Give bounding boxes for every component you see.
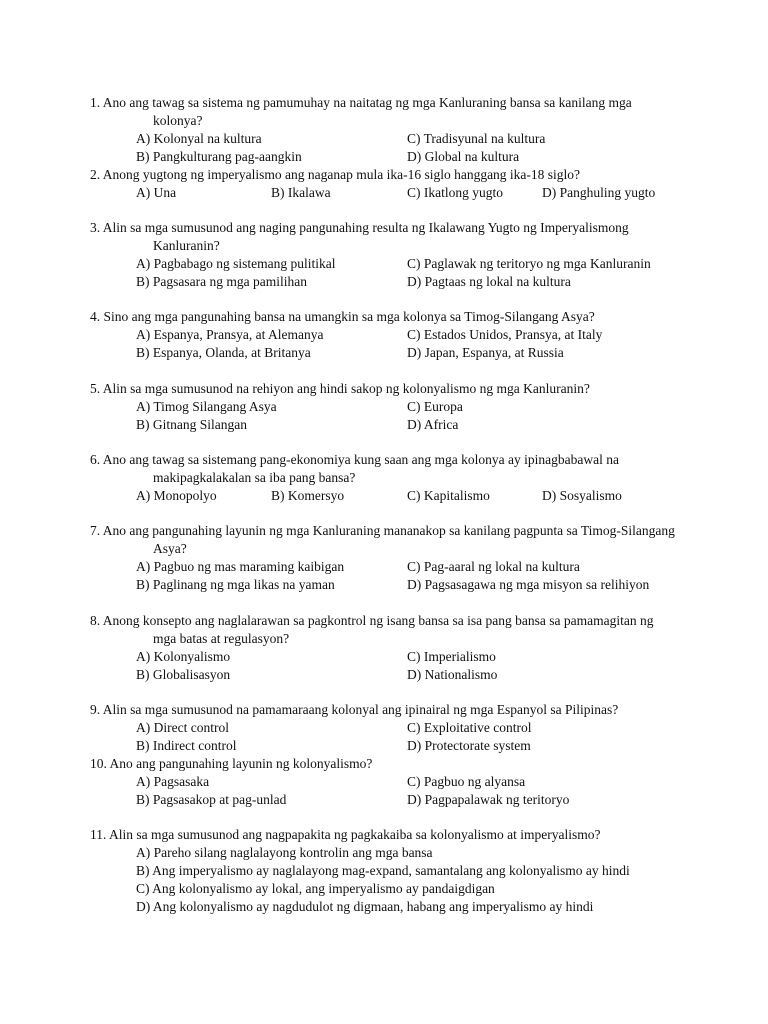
option-a: A) Pagbuo ng mas maraming kaibigan [136, 559, 345, 574]
options-row [136, 148, 680, 166]
question-stem: 1. Ano ang tawag sa sistema ng pamumuhay na naitatag ng mga Kanluraning bansa sa kanilang mga kolonya? [90, 95, 632, 128]
options-row [136, 648, 680, 666]
option-c: C) Ang kolonyalismo ay lokal, ang imperyalismo ay pandaigdigan [136, 881, 495, 896]
option-b: B) Pangkulturang pag-aangkin [136, 149, 302, 164]
option-c: C) Paglawak ng teritoryo ng mga Kanluranin [407, 256, 651, 271]
option-a: A) Direct control [136, 720, 229, 735]
option-b: B) Gitnang Silangan [136, 417, 247, 432]
question-stem: 11. Alin sa mga sumusunod ang nagpapakita ng pagkakaiba sa kolonyalismo at imperyalismo? [90, 827, 601, 842]
option-d: D) Global na kultura [407, 149, 520, 164]
question-stem: 7. Ano ang pangunahing layunin ng mga Kanluraning mananakop sa kanilang pagpunta sa Timog-Silangang Asya? [90, 523, 675, 556]
option-d: D) Pagsasagawa ng mga misyon sa relihiyon [407, 577, 650, 592]
option-d: D) Panghuling yugto [542, 185, 656, 200]
option-a: A) Espanya, Pransya, at Alemanya [136, 327, 324, 342]
question-8 [90, 612, 680, 684]
options-row [136, 344, 680, 362]
question-1 [90, 94, 680, 166]
option-b: B) Ang imperyalismo ay naglalayong mag-expand, samantalang ang kolonyalismo ay hindi [136, 863, 630, 878]
options-row [136, 558, 680, 576]
question-stem: 10. Ano ang pangunahing layunin ng kolonyalismo? [90, 756, 373, 771]
option-d: D) Japan, Espanya, at Russia [407, 345, 564, 360]
options-row [136, 273, 680, 291]
option-b: B) Paglinang ng mga likas na yaman [136, 577, 335, 592]
options-row [136, 184, 680, 202]
option-d: D) Pagpapalawak ng teritoryo [407, 792, 570, 807]
option-d: D) Ang kolonyalismo ay nagdudulot ng digmaan, habang ang imperyalismo ay hindi [136, 899, 594, 914]
option-a: A) Timog Silangang Asya [136, 399, 277, 414]
question-stem: 4. Sino ang mga pangunahing bansa na umangkin sa mga kolonya sa Timog-Silangang Asya? [90, 309, 595, 324]
option-d: D) Sosyalismo [542, 488, 622, 503]
option-c: C) Europa [407, 399, 463, 414]
question-stem: 9. Alin sa mga sumusunod na pamamaraang kolonyal ang ipinairal ng mga Espanyol sa Pilipinas? [90, 702, 619, 717]
option-d: D) Africa [407, 417, 459, 432]
option-c: C) Estados Unidos, Pransya, at Italy [407, 327, 603, 342]
options-row [136, 398, 680, 416]
question-7 [90, 522, 680, 594]
option-d: D) Nationalismo [407, 667, 498, 682]
option-a: A) Kolonyalismo [136, 649, 231, 664]
options-row [136, 737, 680, 755]
question-stem: 2. Anong yugtong ng imperyalismo ang naganap mula ika-16 siglo hanggang ika-18 siglo? [90, 167, 581, 182]
option-c: C) Pagbuo ng alyansa [407, 774, 526, 789]
question-2 [90, 166, 680, 202]
question-10 [90, 755, 680, 809]
question-5 [90, 380, 680, 434]
option-c: C) Tradisyunal na kultura [407, 131, 546, 146]
option-b: B) Espanya, Olanda, at Britanya [136, 345, 311, 360]
option-b: B) Pagsasakop at pag-unlad [136, 792, 287, 807]
option-a: A) Pagsasaka [136, 774, 210, 789]
option-a: A) Kolonyal na kultura [136, 131, 262, 146]
option-b: B) Ikalawa [271, 185, 331, 200]
option-c: C) Kapitalismo [407, 488, 490, 503]
option-b: B) Pagsasara ng mga pamilihan [136, 274, 307, 289]
option-a: A) Pagbabago ng sistemang pulitikal [136, 256, 336, 271]
question-stem: 6. Ano ang tawag sa sistemang pang-ekonomiya kung saan ang mga kolonya ay ipinagbabawal na makipagkalakalan sa iba pang bansa? [90, 452, 619, 485]
question-stem: 5. Alin sa mga sumusunod na rehiyon ang hindi sakop ng kolonyalismo ng mga Kanluranin? [90, 381, 590, 396]
question-stem: 3. Alin sa mga sumusunod ang naging pangunahing resulta ng Ikalawang Yugto ng Imperyalismong Kanluranin? [90, 220, 629, 253]
options-row [136, 719, 680, 737]
options-row [136, 666, 680, 684]
option-b: B) Komersyo [271, 488, 345, 503]
options-row [136, 487, 680, 505]
question-stem: 8. Anong konsepto ang naglalarawan sa pagkontrol ng isang bansa sa isa pang bansa sa pamamagitan ng mga batas at regulasyon? [90, 613, 654, 646]
question-4 [90, 308, 680, 362]
option-d: D) Protectorate system [407, 738, 531, 753]
question-6 [90, 451, 680, 505]
options-row [136, 773, 680, 791]
options-row [136, 326, 680, 344]
options-row [136, 130, 680, 148]
option-c: C) Exploitative control [407, 720, 532, 735]
question-3 [90, 219, 680, 291]
options-row [136, 255, 680, 273]
question-11 [90, 826, 680, 916]
option-c: C) Pag-aaral ng lokal na kultura [407, 559, 580, 574]
option-a: A) Pareho silang naglalayong kontrolin ang mga bansa [136, 845, 433, 860]
option-a: A) Monopolyo [136, 488, 217, 503]
option-b: B) Globalisasyon [136, 667, 231, 682]
option-d: D) Pagtaas ng lokal na kultura [407, 274, 571, 289]
options-row [136, 791, 680, 809]
option-c: C) Ikatlong yugto [407, 185, 503, 200]
options-row [136, 576, 680, 594]
option-a: A) Una [136, 185, 177, 200]
question-9 [90, 701, 680, 755]
option-b: B) Indirect control [136, 738, 237, 753]
options-row [136, 416, 680, 434]
option-c: C) Imperialismo [407, 649, 496, 664]
